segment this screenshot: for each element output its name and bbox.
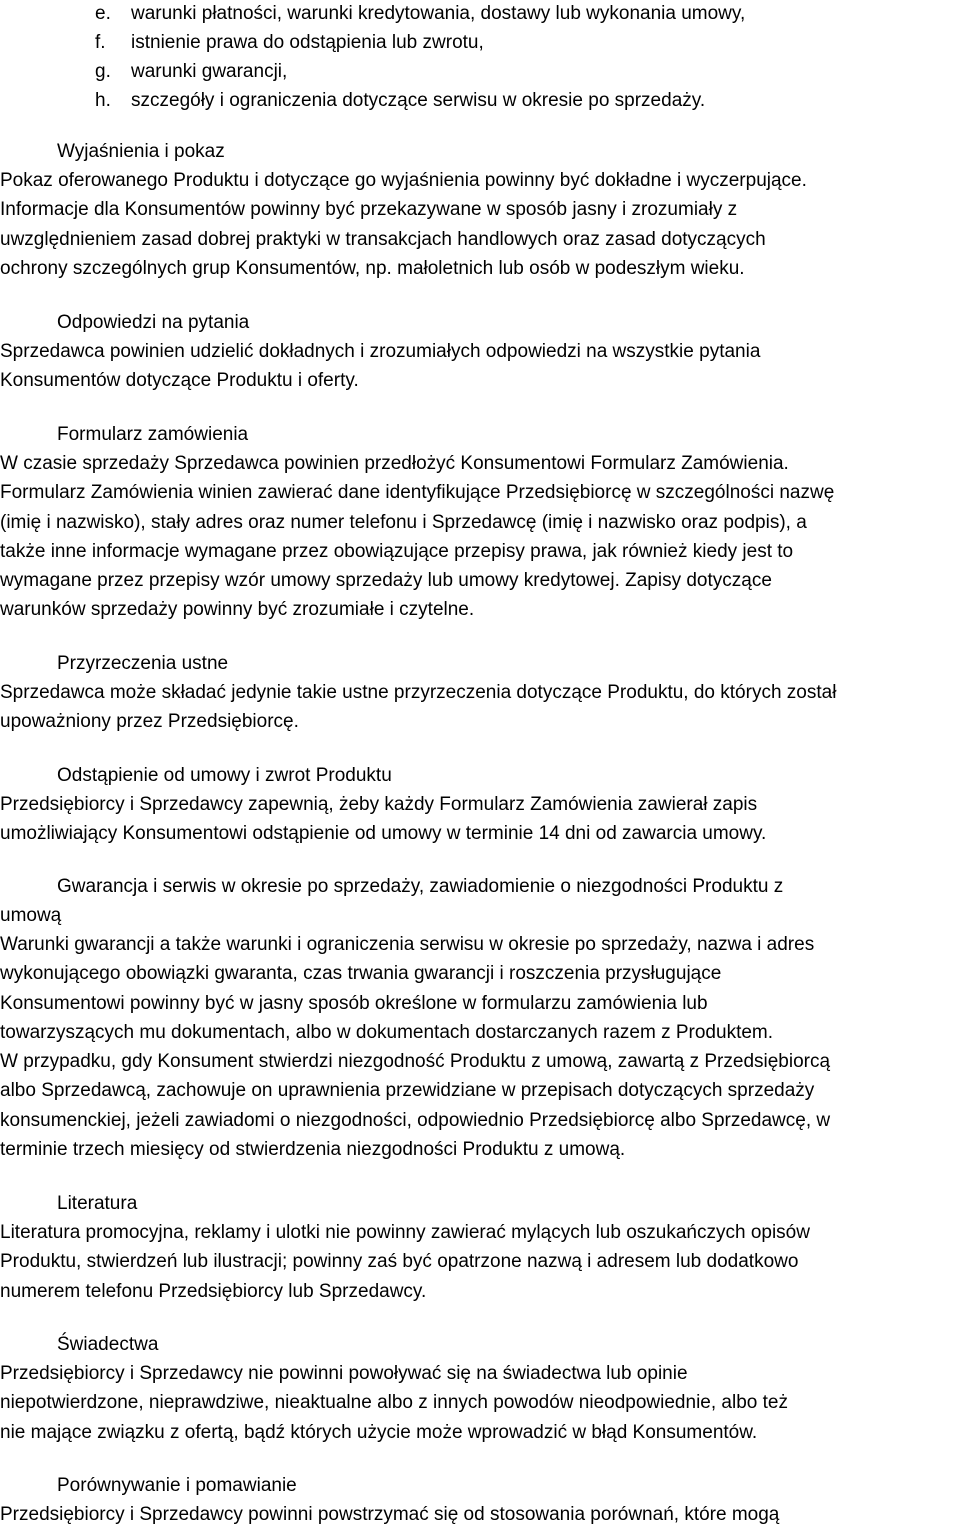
- paragraph-line: Sprzedawca powinien udzielić dokładnych i zrozumiałych odpowiedzi na wszystkie pytania: [0, 341, 761, 362]
- section-paragraph: [0, 337, 960, 396]
- paragraph-line: terminie trzech miesięcy od stwierdzenia niezgodności Produktu z umową.: [0, 1139, 626, 1161]
- section-paragraph: [0, 166, 960, 283]
- list-item-letter: h.: [95, 90, 111, 111]
- section-heading: Przyrzeczenia ustne: [57, 653, 229, 674]
- section-paragraph: [0, 1218, 960, 1306]
- section-heading: Formularz zamówienia: [57, 424, 249, 445]
- paragraph-line: wymagane przez przepisy wzór umowy sprzedaży lub umowy kredytowej. Zapisy dotyczące: [0, 570, 772, 592]
- paragraph-line: także inne informacje wymagane przez obowiązujące przepisy prawa, jak również kiedy jest to: [0, 540, 794, 562]
- list-item-text: warunki gwarancji,: [131, 61, 288, 82]
- section-answers: [0, 308, 960, 396]
- section-heading: Odstąpienie od umowy i zwrot Produktu: [57, 765, 392, 786]
- paragraph-line: Informacje dla Konsumentów powinny być przekazywane w sposób jasny i zrozumiały z: [0, 199, 738, 221]
- paragraph-line: Warunki gwarancji a także warunki i ograniczenia serwisu w okresie po sprzedaży, nazwa i adres: [0, 934, 815, 955]
- paragraph-line: Produktu, stwierdzeń lub ilustracji; powinny zaś być opatrzone nazwą i adresem lub dodatkowo: [0, 1251, 799, 1273]
- section-paragraph: [0, 790, 960, 849]
- paragraph-line: numerem telefonu Przedsiębiorcy lub Sprzedawcy.: [0, 1280, 427, 1302]
- list-item-letter: e.: [95, 3, 111, 24]
- section-paragraph: [0, 678, 960, 737]
- section-heading-line: Gwarancja i serwis w okresie po sprzedaży, zawiadomienie o niezgodności Produktu z: [57, 876, 784, 897]
- section-literature: [0, 1189, 960, 1306]
- paragraph-line: uwzględnieniem zasad dobrej praktyki w transakcjach handlowych oraz zasad dotyczących: [0, 228, 766, 250]
- paragraph-line: towarzyszących mu dokumentach, albo w dokumentach dostarczanych razem z Produktem.: [0, 1021, 774, 1043]
- section-paragraph: [0, 1359, 960, 1447]
- section-heading: Porównywanie i pomawianie: [57, 1475, 297, 1496]
- list-item-text: istnienie prawa do odstąpienia lub zwrotu,: [131, 32, 484, 53]
- section-explanations: [0, 137, 960, 283]
- section-withdrawal: [0, 761, 960, 849]
- lettered-list: [0, 0, 960, 115]
- list-item-text: szczegóły i ograniczenia dotyczące serwisu w okresie po sprzedaży.: [131, 90, 706, 111]
- section-paragraph: [0, 449, 960, 625]
- section-paragraph: [0, 930, 960, 1164]
- paragraph-line: Przedsiębiorcy i Sprzedawcy nie powinni powoływać się na świadectwa lub opinie: [0, 1363, 688, 1384]
- paragraph-line: albo Sprzedawcą, zachowuje on uprawnienia przewidziane w przepisach dotyczących sprzedaży: [0, 1080, 815, 1102]
- paragraph-line: warunków sprzedaży powinny być zrozumiałe i czytelne.: [0, 599, 475, 621]
- paragraph-line: (imię i nazwisko), stały adres oraz numer telefonu i Sprzedawcę (imię i nazwisko oraz podpis), a: [0, 511, 807, 533]
- section-heading-continuation: umową: [0, 905, 62, 926]
- section-testimonials: [0, 1330, 960, 1447]
- paragraph-line: nie mające związku z ofertą, bądź których użycie może wprowadzić w błąd Konsumentów.: [0, 1421, 758, 1443]
- list-item-letter: g.: [95, 61, 111, 82]
- paragraph-line: konsumenckiej, jeżeli zawiadomi o niezgodności, odpowiednio Przedsiębiorcę albo Sprzedawcę, w: [0, 1109, 831, 1131]
- list-item-text: warunki płatności, warunki kredytowania, dostawy lub wykonania umowy,: [131, 3, 746, 24]
- list-item: [0, 57, 960, 86]
- section-heading: Wyjaśnienia i pokaz: [57, 141, 225, 162]
- paragraph-line: Przedsiębiorcy i Sprzedawcy powinni powstrzymać się od stosowania porównań, które mogą: [0, 1504, 780, 1525]
- paragraph-line: Pokaz oferowanego Produktu i dotyczące go wyjaśnienia powinny być dokładne i wyczerpujące.: [0, 170, 807, 191]
- section-heading: Literatura: [57, 1193, 138, 1214]
- paragraph-line: W przypadku, gdy Konsument stwierdzi niezgodność Produktu z umową, zawartą z Przedsiębiorcą: [0, 1051, 831, 1073]
- section-comparison: [0, 1471, 960, 1529]
- paragraph-line: niepotwierdzone, nieprawdziwe, nieaktualne albo z innych powodów nieodpowiednie, albo też: [0, 1392, 788, 1414]
- paragraph-line: Formularz Zamówienia winien zawierać dane identyfikujące Przedsiębiorcę w szczególności nazwę: [0, 482, 835, 504]
- section-heading: Świadectwa: [57, 1334, 159, 1355]
- section-heading: [0, 872, 960, 930]
- list-item: [0, 0, 960, 28]
- paragraph-line: Sprzedawca może składać jedynie takie ustne przyrzeczenia dotyczące Produktu, do których został: [0, 682, 837, 703]
- section-order-form: [0, 420, 960, 625]
- section-paragraph: [0, 1500, 960, 1529]
- paragraph-line: umożliwiający Konsumentowi odstąpienie od umowy w terminie 14 dni od zawarcia umowy.: [0, 823, 767, 845]
- paragraph-line: Literatura promocyjna, reklamy i ulotki nie powinny zawierać mylących lub oszukańczych opisów: [0, 1222, 810, 1243]
- paragraph-line: wykonującego obowiązki gwaranta, czas trwania gwarancji i roszczenia przysługujące: [0, 963, 722, 985]
- section-oral-promises: [0, 649, 960, 737]
- paragraph-line: Konsumentowi powinny być w jasny sposób określone w formularzu zamówienia lub: [0, 992, 708, 1014]
- list-item: [0, 86, 960, 115]
- section-warranty: [0, 872, 960, 1164]
- paragraph-line: Konsumentów dotyczące Produktu i oferty.: [0, 370, 359, 392]
- paragraph-line: W czasie sprzedaży Sprzedawca powinien przedłożyć Konsumentowi Formularz Zamówienia.: [0, 453, 789, 474]
- paragraph-line: ochrony szczególnych grup Konsumentów, np. małoletnich lub osób w podeszłym wieku.: [0, 257, 745, 279]
- section-heading: Odpowiedzi na pytania: [57, 312, 250, 333]
- paragraph-line: upoważniony przez Przedsiębiorcę.: [0, 711, 299, 733]
- list-item: [0, 28, 960, 57]
- list-item-letter: f.: [95, 32, 106, 53]
- paragraph-line: Przedsiębiorcy i Sprzedawcy zapewnią, żeby każdy Formularz Zamówienia zawierał zapis: [0, 794, 758, 815]
